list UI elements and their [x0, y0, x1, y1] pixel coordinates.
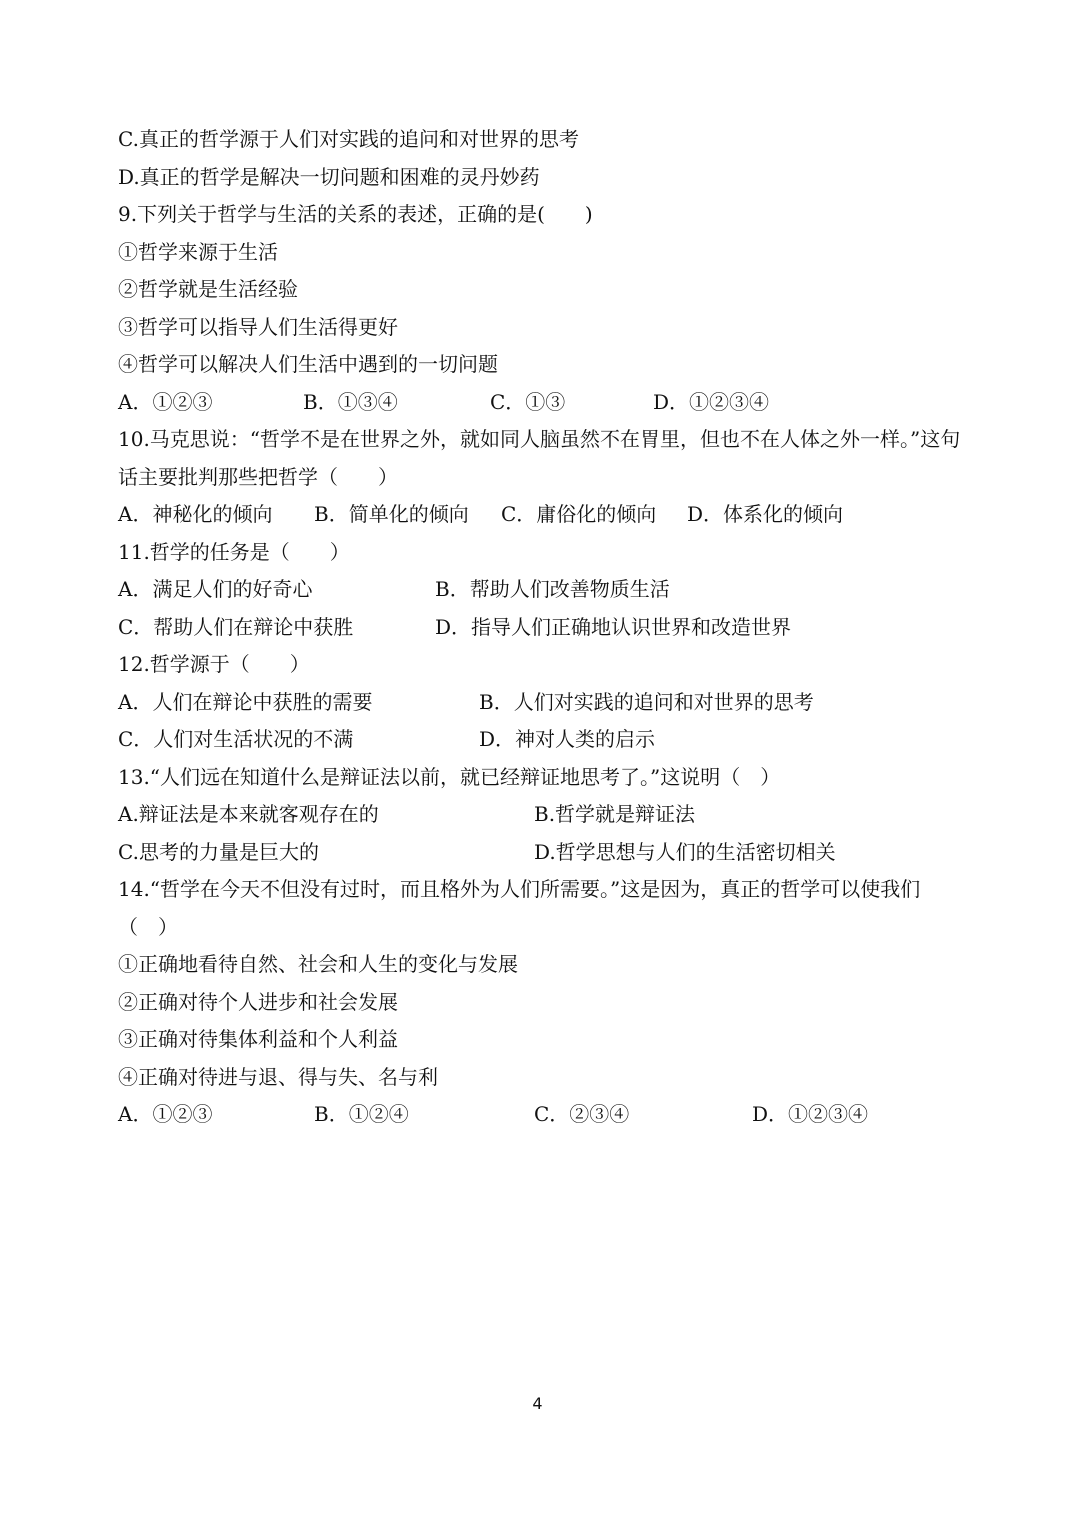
q11-option-c: C．帮助人们在辩论中获胜: [118, 614, 354, 639]
q13-options-row2: [118, 834, 968, 872]
q12-option-d: D．神对人类的启示: [479, 727, 656, 751]
q9-options: [118, 384, 968, 422]
q14-item-1: ①正确地看待自然、社会和人生的变化与发展: [118, 952, 518, 976]
q10-option-d: D．体系化的倾向: [687, 502, 844, 526]
q8-option-c: C.真正的哲学源于人们对实践的追问和对世界的思考: [118, 127, 579, 151]
q11-stem: 11.哲学的任务是（ ）: [118, 539, 350, 564]
document-body: [118, 121, 968, 1134]
q13-stem: 13.“人们远在知道什么是辩证法以前，就已经辩证地思考了。”这说明（ ）: [118, 764, 781, 789]
q12-option-c: C．人们对生活状况的不满: [118, 727, 354, 751]
q13-option-a: A.辩证法是本来就客观存在的: [118, 802, 379, 826]
q13-option-d: D.哲学思想与人们的生活密切相关: [534, 839, 836, 864]
q10-option-b: B．简单化的倾向: [314, 502, 469, 526]
q11-option-a: A．满足人们的好奇心: [118, 577, 313, 601]
q12-stem: 12.哲学源于（ ）: [118, 652, 310, 676]
q9-stem: 9.下列关于哲学与生活的关系的表述，正确的是( ): [118, 202, 593, 226]
q10-option-a: A．神秘化的倾向: [118, 502, 273, 526]
q12-option-a: A．人们在辩论中获胜的需要: [118, 689, 373, 714]
q11-option-d: D．指导人们正确地认识世界和改造世界: [435, 614, 792, 639]
q14-option-a: A．①②③: [118, 1102, 213, 1126]
q9-item-2: ②哲学就是生活经验: [118, 277, 298, 301]
q12-options-row2: [118, 721, 968, 759]
q11-options-row2: [118, 609, 968, 647]
q14-item-2: ②正确对待个人进步和社会发展: [118, 989, 398, 1014]
q8-option-d: D.真正的哲学是解决一切问题和困难的灵丹妙药: [118, 164, 540, 189]
q11-options-row1: [118, 571, 968, 609]
q9-option-d: D．①②③④: [653, 389, 770, 414]
q14-option-d: D．①②③④: [752, 1102, 869, 1126]
q14-option-c: C．②③④: [534, 1102, 630, 1126]
q14-options: [118, 1096, 968, 1134]
q9-item-4: ④哲学可以解决人们生活中遇到的一切问题: [118, 352, 498, 376]
q14-stem: 14.“哲学在今天不但没有过时，而且格外为人们所需要。”这是因为，真正的哲学可以使我们（ ）: [118, 877, 921, 939]
q13-option-c: C.思考的力量是巨大的: [118, 839, 319, 864]
q10-option-c: C．庸俗化的倾向: [501, 502, 657, 526]
page-number: 4: [532, 1394, 543, 1413]
q13-option-b: B.哲学就是辩证法: [534, 802, 696, 826]
q13-options-row1: [118, 796, 968, 834]
q14-option-b: B．①②④: [314, 1102, 409, 1126]
q12-options-row1: [118, 684, 968, 722]
q9-item-3: ③哲学可以指导人们生活得更好: [118, 314, 398, 339]
q9-item-1: ①哲学来源于生活: [118, 239, 278, 264]
q9-option-b: B．①③④: [303, 389, 398, 414]
q14-item-4: ④正确对待进与退、得与失、名与利: [118, 1064, 438, 1089]
q14-item-3: ③正确对待集体利益和个人利益: [118, 1027, 398, 1051]
q10-stem: 10.马克思说：“哲学不是在世界之外，就如同人脑虽然不在胃里，但也不在人体之外一样。”这句话主要批判那些把哲学（ ）: [118, 427, 961, 489]
q9-option-a: A．①②③: [118, 389, 213, 414]
q12-option-b: B．人们对实践的追问和对世界的思考: [479, 689, 814, 714]
q11-option-b: B．帮助人们改善物质生活: [435, 577, 670, 601]
q9-option-c: C．①③: [490, 389, 566, 414]
q10-options: [118, 496, 968, 534]
